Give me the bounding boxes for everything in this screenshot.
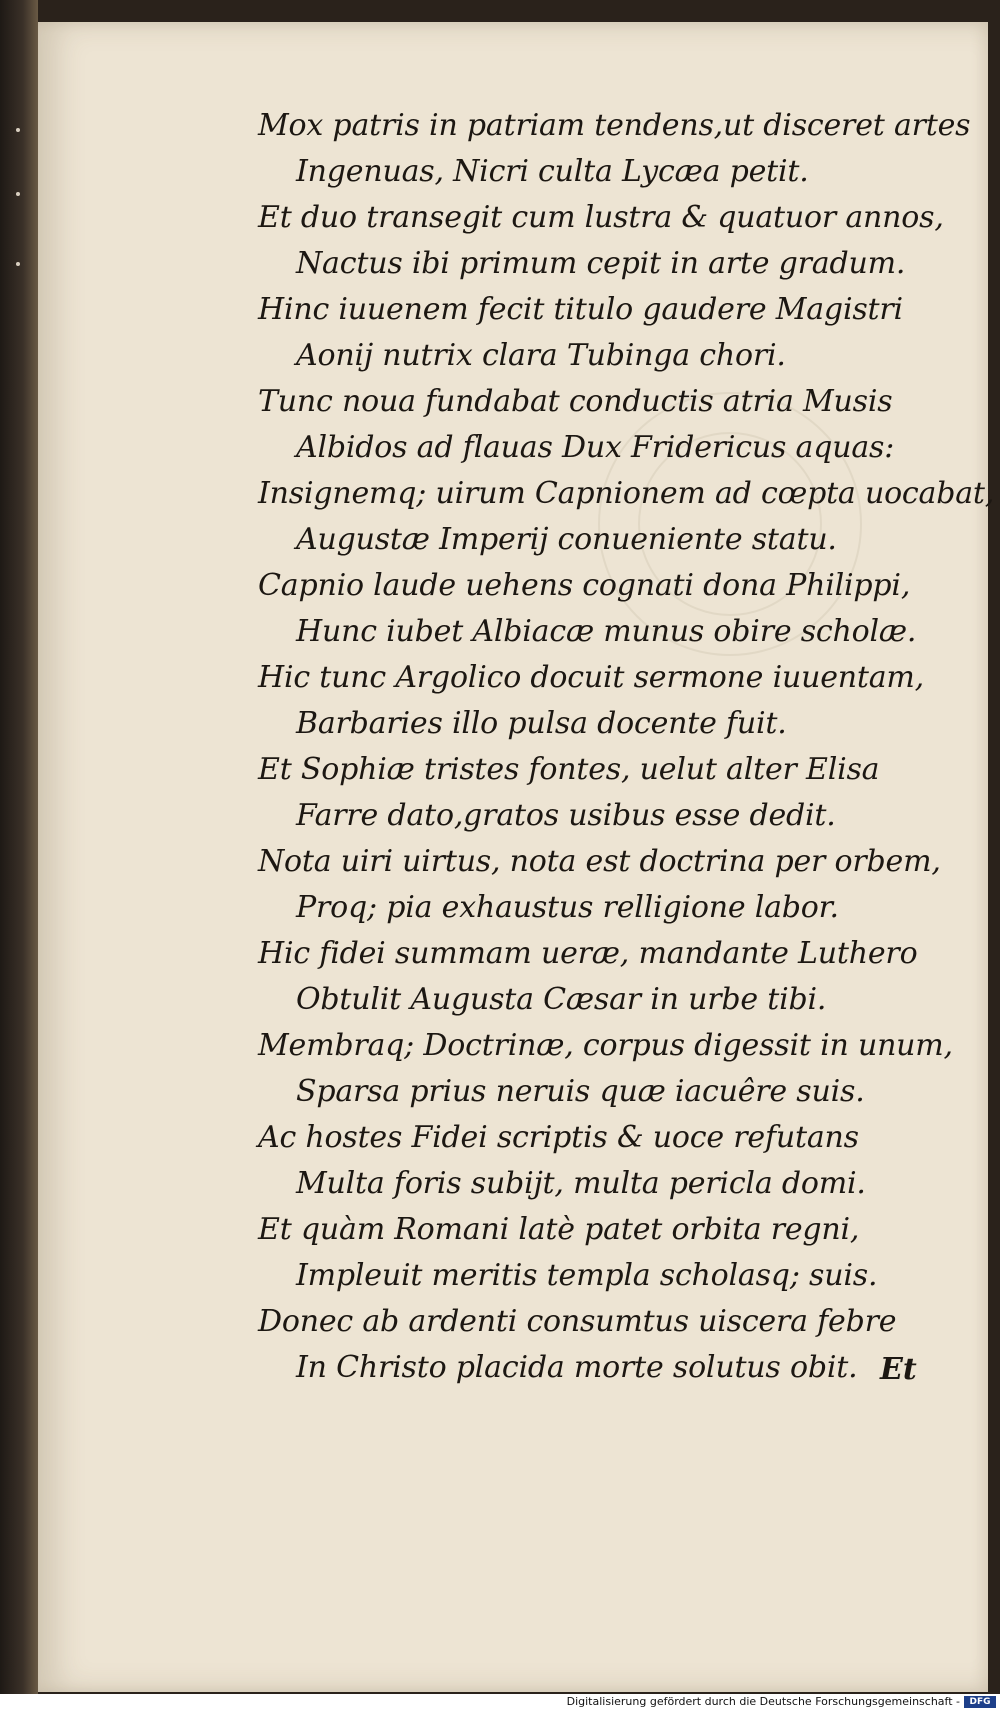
verse-line: Augustæ Imperij conueniente statu. <box>296 522 837 557</box>
verse-line: Farre dato,gratos usibus esse dedit. <box>296 798 836 833</box>
verse-line: Aonij nutrix clara Tubinga chori. <box>296 338 786 373</box>
verse-line: Nactus ibi primum cepit in arte gradum. <box>296 246 906 281</box>
edge-mark <box>16 262 20 266</box>
verse-line: Membraq; Doctrinæ, corpus digessit in unum, <box>258 1028 953 1063</box>
edge-mark <box>16 128 20 132</box>
verse-line: Hic tunc Argolico docuit sermone iuuentam, <box>258 660 925 695</box>
edge-mark <box>16 192 20 196</box>
verse-line: Ac hostes Fidei scriptis & uoce refutans <box>258 1120 859 1155</box>
verse-line: Hunc iubet Albiacæ munus obire scholæ. <box>296 614 917 649</box>
verse-line: Hinc iuuenem fecit titulo gaudere Magistri <box>258 292 903 327</box>
verse-line: Impleuit meritis templa scholasq; suis. <box>296 1258 878 1293</box>
digitization-footer <box>0 1694 1000 1710</box>
verse-line: In Christo placida morte solutus obit. <box>296 1350 858 1385</box>
verse-line: Proq; pia exhaustus relligione labor. <box>296 890 839 925</box>
verse-line: Insignemq; uirum Capnionem ad cœpta uocabat, <box>258 476 995 511</box>
verse-line: Ingenuas, Nicri culta Lycæa petit. <box>296 154 809 189</box>
verse-line: Sparsa prius neruis quæ iacuêre suis. <box>296 1074 865 1109</box>
verse-line: Barbaries illo pulsa docente fuit. <box>296 706 787 741</box>
verse-line: Capnio laude uehens cognati dona Philippi, <box>258 568 911 603</box>
verse-line: Hic fidei summam ueræ, mandante Luthero <box>258 936 918 971</box>
verse-line: Et Sophiæ tristes fontes, uelut alter Elisa <box>258 752 880 787</box>
verse-line: Mox patris in patriam tendens,ut disceret artes <box>258 108 971 143</box>
verse-line: Tunc noua fundabat conductis atria Musis <box>258 384 893 419</box>
verse-line: Et duo transegit cum lustra & quatuor annos, <box>258 200 944 235</box>
verse-line: Obtulit Augusta Cæsar in urbe tibi. <box>296 982 827 1017</box>
catchword: Et <box>880 1352 917 1387</box>
binding-edge <box>0 0 38 1710</box>
verse-line: Multa foris subijt, multa pericla domi. <box>296 1166 866 1201</box>
verse-line: Et quàm Romani latè patet orbita regni, <box>258 1212 860 1247</box>
verse-line: Nota uiri uirtus, nota est doctrina per orbem, <box>258 844 941 879</box>
dfg-logo: DFG <box>964 1696 996 1708</box>
funding-notice: Digitalisierung gefördert durch die Deutsche Forschungsgemeinschaft - <box>566 1695 960 1708</box>
verse-line: Donec ab ardenti consumtus uiscera febre <box>258 1304 897 1339</box>
verse-line: Albidos ad flauas Dux Fridericus aquas: <box>296 430 895 465</box>
